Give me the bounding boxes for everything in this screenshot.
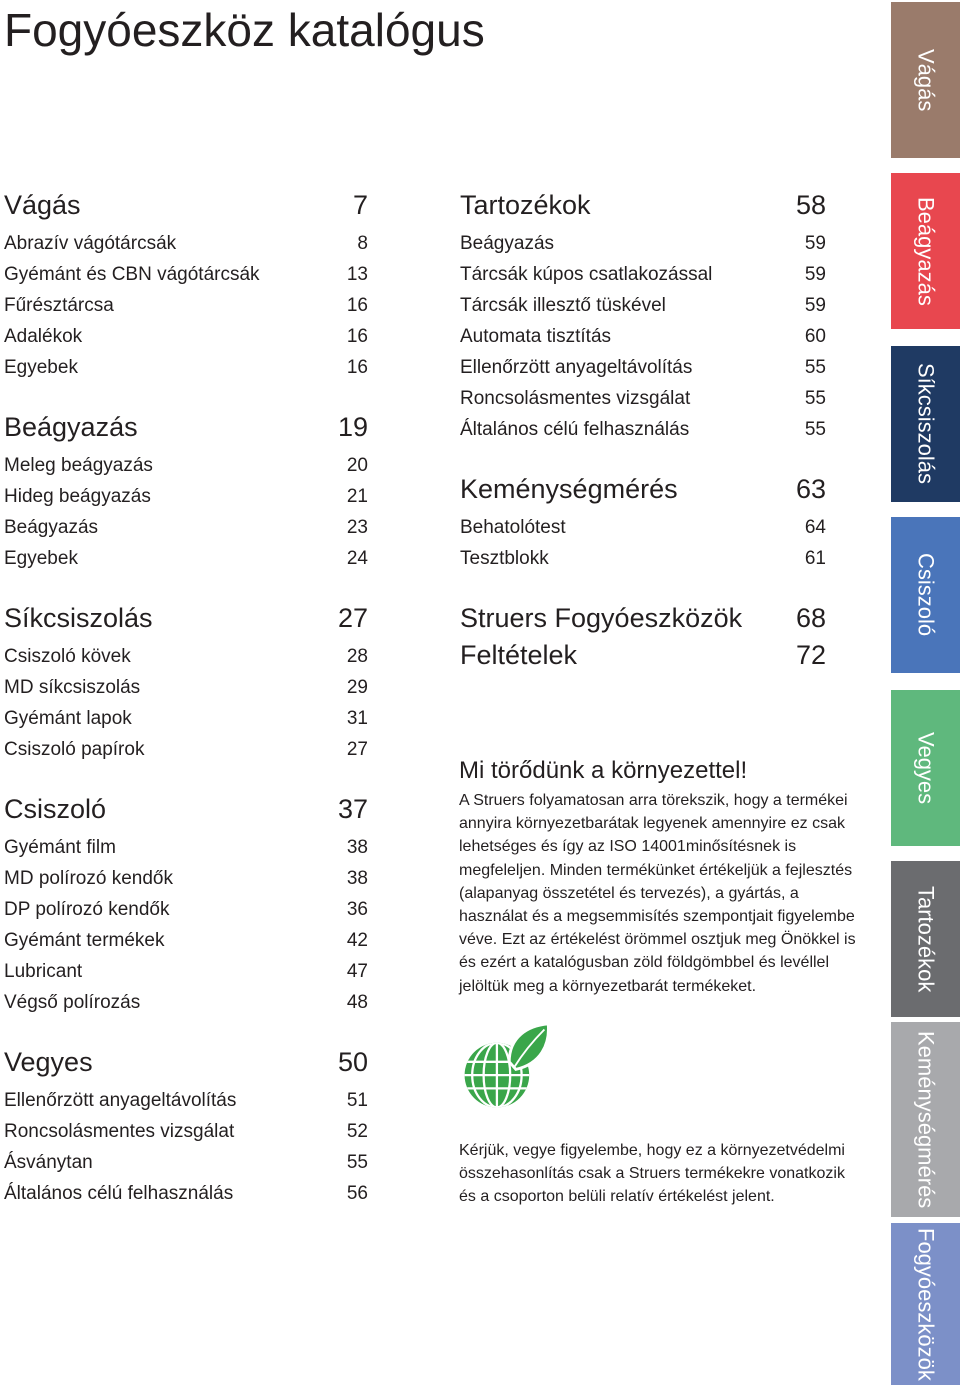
toc-entry[interactable] — [4, 233, 368, 255]
toc-page-number: 47 — [346, 961, 368, 982]
toc-label: Általános célú felhasználás — [4, 1183, 234, 1204]
toc-entry[interactable] — [4, 677, 368, 699]
toc-label: Általános célú felhasználás — [460, 419, 690, 440]
toc-page-number: 58 — [795, 190, 826, 220]
toc-page-number: 27 — [337, 603, 368, 633]
toc-entry[interactable] — [4, 1121, 368, 1143]
side-tab-label: Beágyazás — [913, 196, 939, 306]
toc-page-number: 72 — [795, 640, 826, 670]
toc-entry[interactable] — [4, 646, 368, 668]
toc-label: Automata tisztítás — [460, 326, 612, 347]
toc-label: Beágyazás — [460, 233, 555, 254]
toc-page-number: 31 — [346, 708, 368, 729]
side-tab-label: Vegyes — [913, 731, 939, 805]
toc-entry[interactable] — [460, 264, 826, 286]
toc-page-number: 55 — [804, 388, 826, 409]
side-tab-label: Síkcsiszolás — [913, 363, 939, 485]
toc-label: Adalékok — [4, 326, 83, 347]
toc-section-heading[interactable] — [4, 603, 368, 633]
environment-heading: Mi törődünk a környezettel! — [459, 757, 748, 784]
toc-page-number: 21 — [346, 486, 368, 507]
toc-label: Abrazív vágótárcsák — [4, 233, 177, 254]
toc-page-number: 27 — [346, 739, 368, 760]
side-tab-2[interactable] — [891, 173, 960, 329]
toc-label: MD síkcsiszolás — [4, 677, 141, 698]
toc-entry[interactable] — [4, 1152, 368, 1174]
toc-page-number: 19 — [337, 412, 368, 442]
toc-page-number: 16 — [346, 326, 368, 347]
toc-entry[interactable] — [460, 548, 826, 570]
side-tab-label: Fogyóeszközök — [913, 1227, 939, 1381]
toc-label: Meleg beágyazás — [4, 455, 153, 476]
toc-label: Egyebek — [4, 357, 78, 378]
toc-entry[interactable] — [4, 295, 368, 317]
toc-page-number: 48 — [346, 992, 368, 1013]
toc-label: Tartozékok — [460, 190, 591, 220]
toc-page-number: 16 — [346, 295, 368, 316]
toc-label: Ellenőrzött anyageltávolítás — [4, 1090, 237, 1111]
toc-label: Vegyes — [4, 1047, 93, 1077]
side-tab-label: Csiszoló — [913, 553, 939, 637]
toc-entry[interactable] — [4, 455, 368, 477]
toc-label: Beágyazás — [4, 412, 138, 442]
toc-entry[interactable] — [4, 837, 368, 859]
toc-entry[interactable] — [460, 357, 826, 379]
toc-label: Hideg beágyazás — [4, 486, 151, 507]
side-tab-7[interactable] — [891, 1022, 960, 1217]
toc-label: Gyémánt és CBN vágótárcsák — [4, 264, 260, 285]
toc-section-heading[interactable] — [4, 412, 368, 442]
toc-label: Tesztblokk — [460, 548, 549, 569]
toc-entry[interactable] — [4, 899, 368, 921]
toc-entry[interactable] — [4, 326, 368, 348]
toc-page-number: 63 — [795, 474, 826, 504]
environment-note: Kérjük, vegye figyelembe, hogy ez a környezetvédelmi összehasonlítás csak a Struers termékekre vonatkozik és a csoporton belüli relatív értékelést jelent. — [459, 1142, 845, 1206]
toc-page-number: 60 — [804, 326, 826, 347]
toc-entry[interactable] — [460, 388, 826, 410]
toc-label: DP polírozó kendők — [4, 899, 170, 920]
toc-page-number: 13 — [346, 264, 368, 285]
toc-entry[interactable] — [460, 517, 826, 539]
toc-entry[interactable] — [4, 548, 368, 570]
toc-page-number: 16 — [346, 357, 368, 378]
toc-page-number: 50 — [337, 1047, 368, 1077]
toc-entry[interactable] — [4, 961, 368, 983]
toc-entry[interactable] — [4, 1090, 368, 1112]
toc-page-number: 7 — [352, 190, 368, 220]
side-tab-8[interactable] — [891, 1223, 960, 1385]
toc-page-number: 36 — [346, 899, 368, 920]
toc-section-heading[interactable] — [4, 794, 368, 824]
toc-label: MD polírozó kendők — [4, 868, 173, 889]
toc-label: Vágás — [4, 190, 81, 220]
toc-entry[interactable] — [460, 233, 826, 255]
toc-label: Csiszoló papírok — [4, 739, 145, 760]
toc-entry[interactable] — [460, 419, 826, 441]
toc-entry[interactable] — [4, 1183, 368, 1205]
side-tab-5[interactable] — [891, 690, 960, 846]
page-title: Fogyóeszköz katalógus — [4, 4, 485, 56]
toc-page-number: 8 — [357, 233, 368, 254]
toc-label: Roncsolásmentes vizsgálat — [4, 1121, 235, 1142]
toc-label: Egyebek — [4, 548, 78, 569]
toc-section-heading[interactable] — [4, 1047, 368, 1077]
toc-page-number: 51 — [346, 1090, 368, 1111]
toc-label: Gyémánt film — [4, 837, 116, 858]
toc-page-number: 59 — [804, 264, 826, 285]
toc-label: Roncsolásmentes vizsgálat — [460, 388, 691, 409]
toc-label: Behatolótest — [460, 517, 566, 538]
toc-page-number: 29 — [346, 677, 368, 698]
side-tab-1[interactable] — [891, 2, 960, 158]
toc-section-heading[interactable] — [460, 640, 826, 670]
toc-label: Tárcsák kúpos csatlakozással — [460, 264, 713, 285]
toc-page-number: 64 — [804, 517, 826, 538]
toc-page-number: 37 — [337, 794, 368, 824]
toc-page-number: 23 — [346, 517, 368, 538]
toc-page-number: 20 — [346, 455, 368, 476]
toc-page-number: 38 — [346, 868, 368, 889]
toc-entry[interactable] — [4, 486, 368, 508]
side-tab-4[interactable] — [891, 517, 960, 673]
toc-page-number: 24 — [346, 548, 368, 569]
toc-label: Gyémánt lapok — [4, 708, 132, 729]
toc-entry[interactable] — [4, 357, 368, 379]
toc-entry[interactable] — [4, 868, 368, 890]
toc-label: Tárcsák illesztő tüskével — [460, 295, 666, 316]
toc-label: Ásványtan — [4, 1152, 93, 1173]
toc-entry[interactable] — [4, 517, 368, 539]
toc-section-heading[interactable] — [4, 190, 368, 220]
side-tab-6[interactable] — [891, 861, 960, 1017]
toc-label: Lubricant — [4, 961, 83, 982]
toc-label: Fűrésztárcsa — [4, 295, 114, 316]
toc-page-number: 28 — [346, 646, 368, 667]
toc-label: Síkcsiszolás — [4, 603, 153, 633]
toc-label: Gyémánt termékek — [4, 930, 165, 951]
toc-entry[interactable] — [4, 264, 368, 286]
toc-page-number: 38 — [346, 837, 368, 858]
toc-label: Csiszoló — [4, 794, 107, 824]
toc-page-number: 59 — [804, 295, 826, 316]
toc-label: Ellenőrzött anyageltávolítás — [460, 357, 693, 378]
toc-page-number: 59 — [804, 233, 826, 254]
toc-page-number: 68 — [795, 603, 826, 633]
green-globe-leaf-icon — [457, 1020, 552, 1115]
side-tab-3[interactable] — [891, 346, 960, 502]
side-tab-label: Vágás — [913, 48, 939, 112]
toc-entry[interactable] — [4, 930, 368, 952]
toc-page-number: 55 — [346, 1152, 368, 1173]
toc-section-heading[interactable] — [460, 190, 826, 220]
toc-label: Beágyazás — [4, 517, 99, 538]
toc-entry[interactable] — [4, 739, 368, 761]
toc-label: Végső polírozás — [4, 992, 141, 1013]
toc-entry[interactable] — [460, 295, 826, 317]
toc-page-number: 56 — [346, 1183, 368, 1204]
side-tab-strip — [891, 0, 960, 1385]
toc-page-number: 61 — [804, 548, 826, 569]
toc-label: Keménységmérés — [460, 474, 678, 504]
toc-entry[interactable] — [4, 992, 368, 1014]
toc-section-heading[interactable] — [460, 474, 826, 504]
toc-entry[interactable] — [4, 708, 368, 730]
toc-section-heading[interactable] — [460, 603, 826, 633]
toc-page-number: 55 — [804, 419, 826, 440]
toc-page-number: 55 — [804, 357, 826, 378]
toc-page-number: 42 — [346, 930, 368, 951]
side-tab-label: Keménységmérés — [913, 1030, 939, 1209]
toc-label: Csiszoló kövek — [4, 646, 131, 667]
toc-entry[interactable] — [460, 326, 826, 348]
environment-paragraph: A Struers folyamatosan arra törekszik, hogy a termékei annyira környezetbarátak legyenek amennyire ez csak lehetséges és így az ISO 14001minősítésnek is megfeleljen. Minden termékünket értékeljük a fejlesztés (alapanyag összetétel és tervezés), a gyártás, a használat és a megsemmisítés szempontjait figyelembe véve. Ezt az értékelést örömmel osztjuk meg Önökkel is és ezért a katalógusban zöld földgömbbel és levéllel jelöltük meg a környezetbarát termékeket. — [459, 792, 856, 995]
toc-page-number: 52 — [346, 1121, 368, 1142]
side-tab-label: Tartozékok — [913, 885, 939, 993]
toc-label: Struers Fogyóeszközök — [460, 603, 743, 633]
toc-label: Feltételek — [460, 640, 578, 670]
